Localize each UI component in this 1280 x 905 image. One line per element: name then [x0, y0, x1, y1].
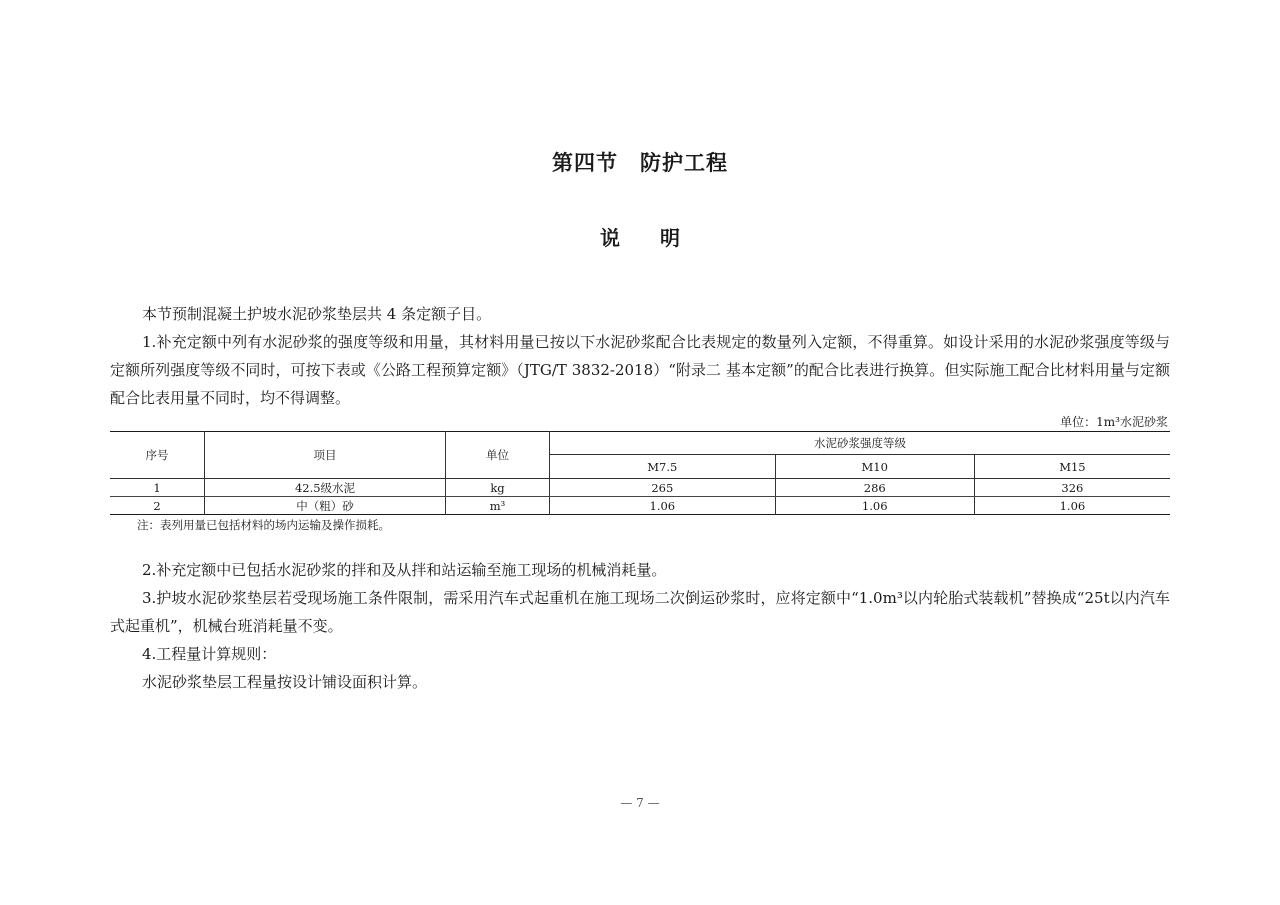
item-4-body: 水泥砂浆垫层工程量按设计铺设面积计算。	[142, 673, 428, 691]
cell-value: 326	[974, 479, 1170, 497]
section-title: 第四节 防护工程	[552, 151, 728, 175]
section-subtitle: 说 明	[600, 226, 680, 250]
cell-item: 中（粗）砂	[205, 497, 446, 515]
cell-value: 265	[550, 479, 776, 497]
cell-value: 1.06	[775, 497, 974, 515]
item-2-paragraph: 2.补充定额中已包括水泥砂浆的拌和及从拌和站运输至施工现场的机械消耗量。	[142, 561, 667, 579]
header-grade-m10: M10	[775, 455, 974, 479]
cell-seq: 1	[110, 479, 205, 497]
table-row	[110, 497, 1170, 515]
cell-seq: 2	[110, 497, 205, 515]
intro-paragraph: 本节预制混凝土护坡水泥砂浆垫层共 4 条定额子目。	[142, 305, 492, 323]
cell-value: 1.06	[974, 497, 1170, 515]
cell-unit: m³	[446, 497, 550, 515]
header-grade-m15: M15	[974, 455, 1170, 479]
table-unit-note: 单位：1m³水泥砂浆	[1060, 415, 1168, 429]
item-1-paragraph: 1.补充定额中列有水泥砂浆的强度等级和用量，其材料用量已按以下水泥砂浆配合比表规定的数量列入定额，不得重算。如设计采用的水泥砂浆强度等级与定额所列强度等级不同时，可按下表或《公路工程预算定额》（JTG/T 3832-2018）“附录二 基本定额”的配合比表进行换算。但实际施工配合比材料用量与定额配合比表用量不同时，均不得调整。	[110, 333, 1170, 407]
header-unit: 单位	[446, 432, 550, 479]
cell-item: 42.5级水泥	[205, 479, 446, 497]
cell-unit: kg	[446, 479, 550, 497]
cell-value: 286	[775, 479, 974, 497]
header-grade-m7-5: M7.5	[550, 455, 776, 479]
cell-value: 1.06	[550, 497, 776, 515]
page-number: — 7 —	[620, 796, 660, 810]
mortar-mix-table	[110, 431, 1170, 515]
table-footnote: 注：表列用量已包括材料的场内运输及操作损耗。	[137, 518, 390, 532]
header-grade-group: 水泥砂浆强度等级	[550, 432, 1171, 455]
header-seq: 序号	[110, 432, 205, 479]
table-row	[110, 479, 1170, 497]
item-4-heading: 4.工程量计算规则：	[142, 645, 277, 663]
item-3-paragraph: 3.护坡水泥砂浆垫层若受现场施工条件限制，需采用汽车式起重机在施工现场二次倒运砂浆时，应将定额中“1.0m³以内轮胎式装载机”替换成“25t以内汽车式起重机”，机械台班消耗量不变。	[110, 589, 1170, 635]
header-item: 项目	[205, 432, 446, 479]
